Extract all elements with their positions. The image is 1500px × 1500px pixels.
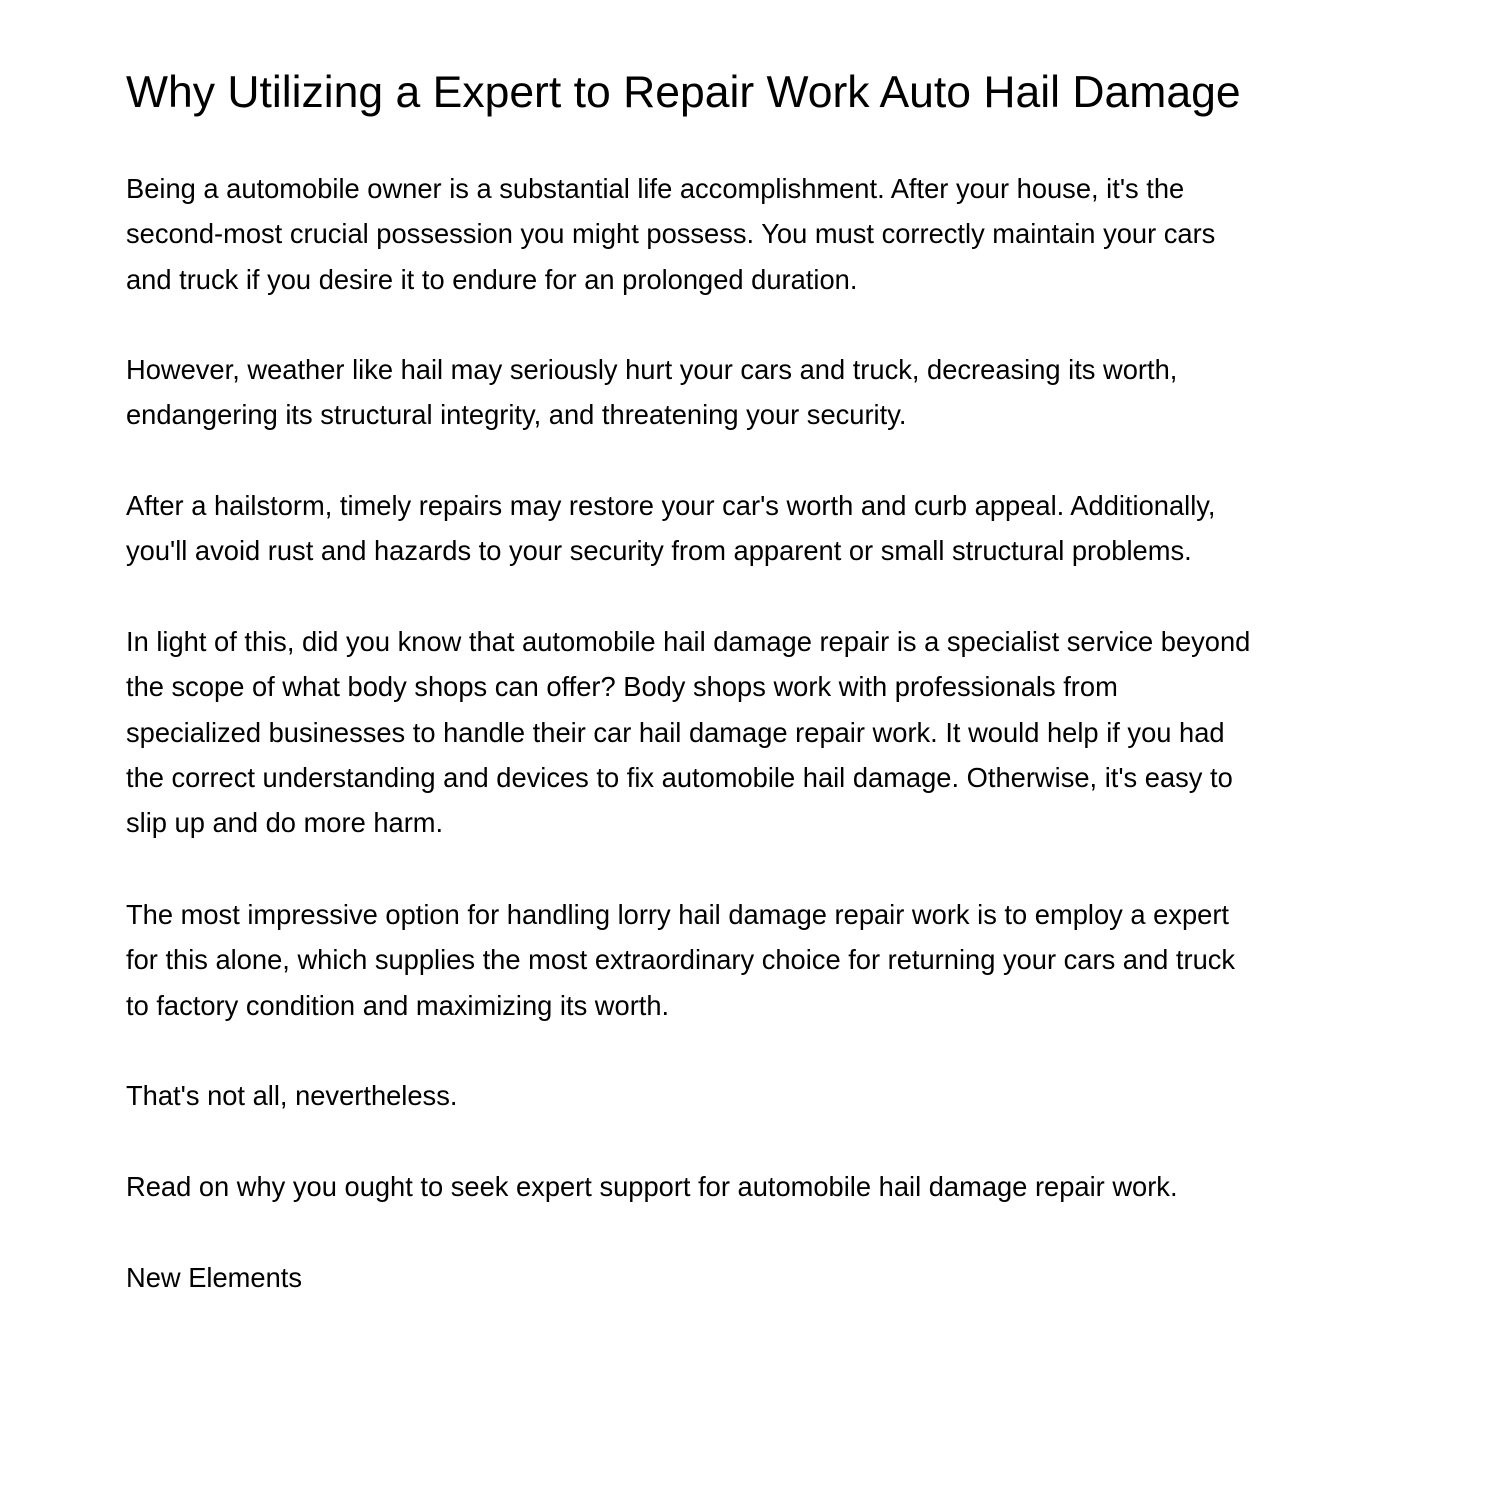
paragraph-expert-option (126, 892, 1388, 1028)
text-line: and truck if you desire it to endure for an prolonged duration. (126, 263, 858, 295)
text-line: to factory condition and maximizing its worth. (126, 989, 670, 1021)
paragraph-intro (126, 166, 1388, 302)
text-line: you'll avoid rust and hazards to your security from apparent or small structural problems. (126, 535, 1192, 567)
text-line: for this alone, which supplies the most extraordinary choice for returning your cars and truck (126, 944, 1236, 976)
paragraph-repairs (126, 483, 1388, 574)
section-heading-new-elements (126, 1255, 1388, 1300)
text-line: Being a automobile owner is a substantial life accomplishment. After your house, it's the (126, 173, 1185, 204)
paragraph-read-on (126, 1164, 1388, 1209)
document-title: Why Utilizing a Expert to Repair Work Auto Hail Damage (126, 68, 1241, 117)
text-line: specialized businesses to handle their car hail damage repair work. It would help if you had (126, 716, 1225, 748)
text-line: New Elements (126, 1262, 302, 1293)
text-line: Read on why you ought to seek expert support for automobile hail damage repair work. (126, 1171, 1178, 1202)
paragraph-weather (126, 347, 1388, 438)
text-line: endangering its structural integrity, and threatening your security. (126, 399, 907, 431)
paragraph-not-all (126, 1073, 1388, 1118)
text-line: the scope of what body shops can offer? Body shops work with professionals from (126, 671, 1118, 703)
text-line: slip up and do more harm. (126, 807, 444, 839)
text-line: After a hailstorm, timely repairs may restore your car's worth and curb appeal. Additionally, (126, 490, 1216, 521)
text-line: In light of this, did you know that automobile hail damage repair is a specialist service beyond (126, 626, 1251, 657)
text-line: the correct understanding and devices to fix automobile hail damage. Otherwise, it's easy to (126, 761, 1233, 793)
text-line: second-most crucial possession you might possess. You must correctly maintain your cars (126, 218, 1216, 250)
text-line: However, weather like hail may seriously hurt your cars and truck, decreasing its worth, (126, 354, 1178, 385)
paragraph-specialist (126, 619, 1388, 845)
text-line: That's not all, nevertheless. (126, 1080, 458, 1111)
text-line: The most impressive option for handling lorry hail damage repair work is to employ a expert (126, 899, 1229, 930)
